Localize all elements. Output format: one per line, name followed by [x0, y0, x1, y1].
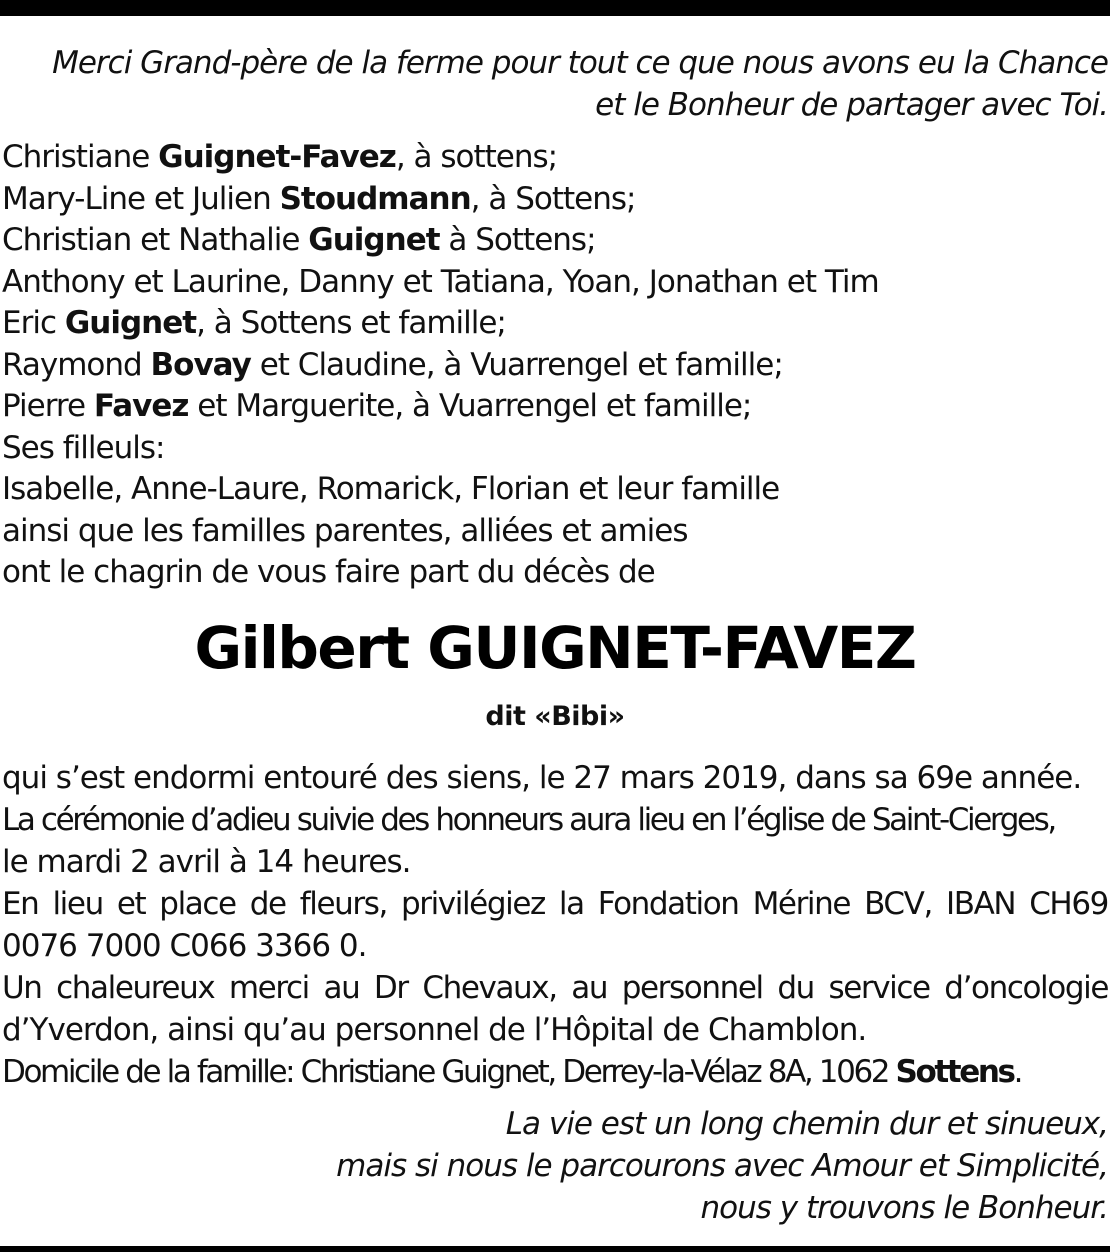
body-line: qui s’est endormi entouré des siens, le 27 mars 2019, dans sa 69e année.	[2, 760, 1082, 796]
family-line: Isabelle, Anne-Laure, Romarick, Florian et leur famille	[2, 471, 780, 507]
family-line: Raymond Bovay et Claudine, à Vuarrengel et famille;	[2, 346, 783, 383]
top-rule	[0, 0, 1110, 16]
family-line: ont le chagrin de vous faire part du décès de	[2, 554, 655, 590]
deceased-name: Gilbert GUIGNET-FAVEZ	[194, 614, 916, 682]
announcement-body	[2, 757, 1108, 1093]
opening-quote: Merci Grand-père de la ferme pour tout ce que nous avons eu la Chance et le Bonheur de partager avec Toi.	[52, 45, 1108, 123]
bottom-rule	[0, 1246, 1110, 1252]
family-line: Ses filleuls:	[2, 429, 165, 466]
body-line: La cérémonie d’adieu suivie des honneurs aura lieu en l’église de Saint-Cierges,	[2, 802, 1055, 838]
family-line: Mary-Line et Julien Stoudmann, à Sottens;	[2, 180, 636, 217]
body-line: d’Yverdon, ainsi qu’au personnel de l’Hôpital de Chamblon.	[2, 1012, 867, 1048]
family-line: Pierre Favez et Marguerite, à Vuarrengel et famille;	[2, 388, 752, 424]
family-line: Christiane Guignet-Favez, à sottens;	[2, 139, 558, 175]
family-list	[2, 137, 1102, 594]
body-line: 0076 7000 C066 3366 0.	[2, 928, 367, 964]
family-line: ainsi que les familles parentes, alliées et amies	[2, 512, 688, 549]
body-line: le mardi 2 avril à 14 heures.	[2, 844, 411, 880]
family-line: Anthony et Laurine, Danny et Tatiana, Yoan, Jonathan et Tim	[2, 263, 879, 300]
family-line: Eric Guignet, à Sottens et famille;	[2, 305, 506, 341]
closing-quote: La vie est un long chemin dur et sinueux, mais si nous le parcourons avec Amour et Simplicité, nous y trouvons le Bonheur.	[336, 1106, 1108, 1226]
body-line: Un chaleureux merci au Dr Chevaux, au personnel du service d’oncologie	[2, 970, 1108, 1006]
domicile-line: Domicile de la famille: Christiane Guignet, Derrey-la-Vélaz 8A, 1062 Sottens.	[2, 1054, 1022, 1090]
body-line: En lieu et place de fleurs, privilégiez la Fondation Mérine BCV, IBAN CH69	[2, 886, 1108, 922]
deceased-nickname: dit «Bibi»	[485, 701, 625, 732]
family-line: Christian et Nathalie Guignet à Sottens;	[2, 222, 596, 258]
